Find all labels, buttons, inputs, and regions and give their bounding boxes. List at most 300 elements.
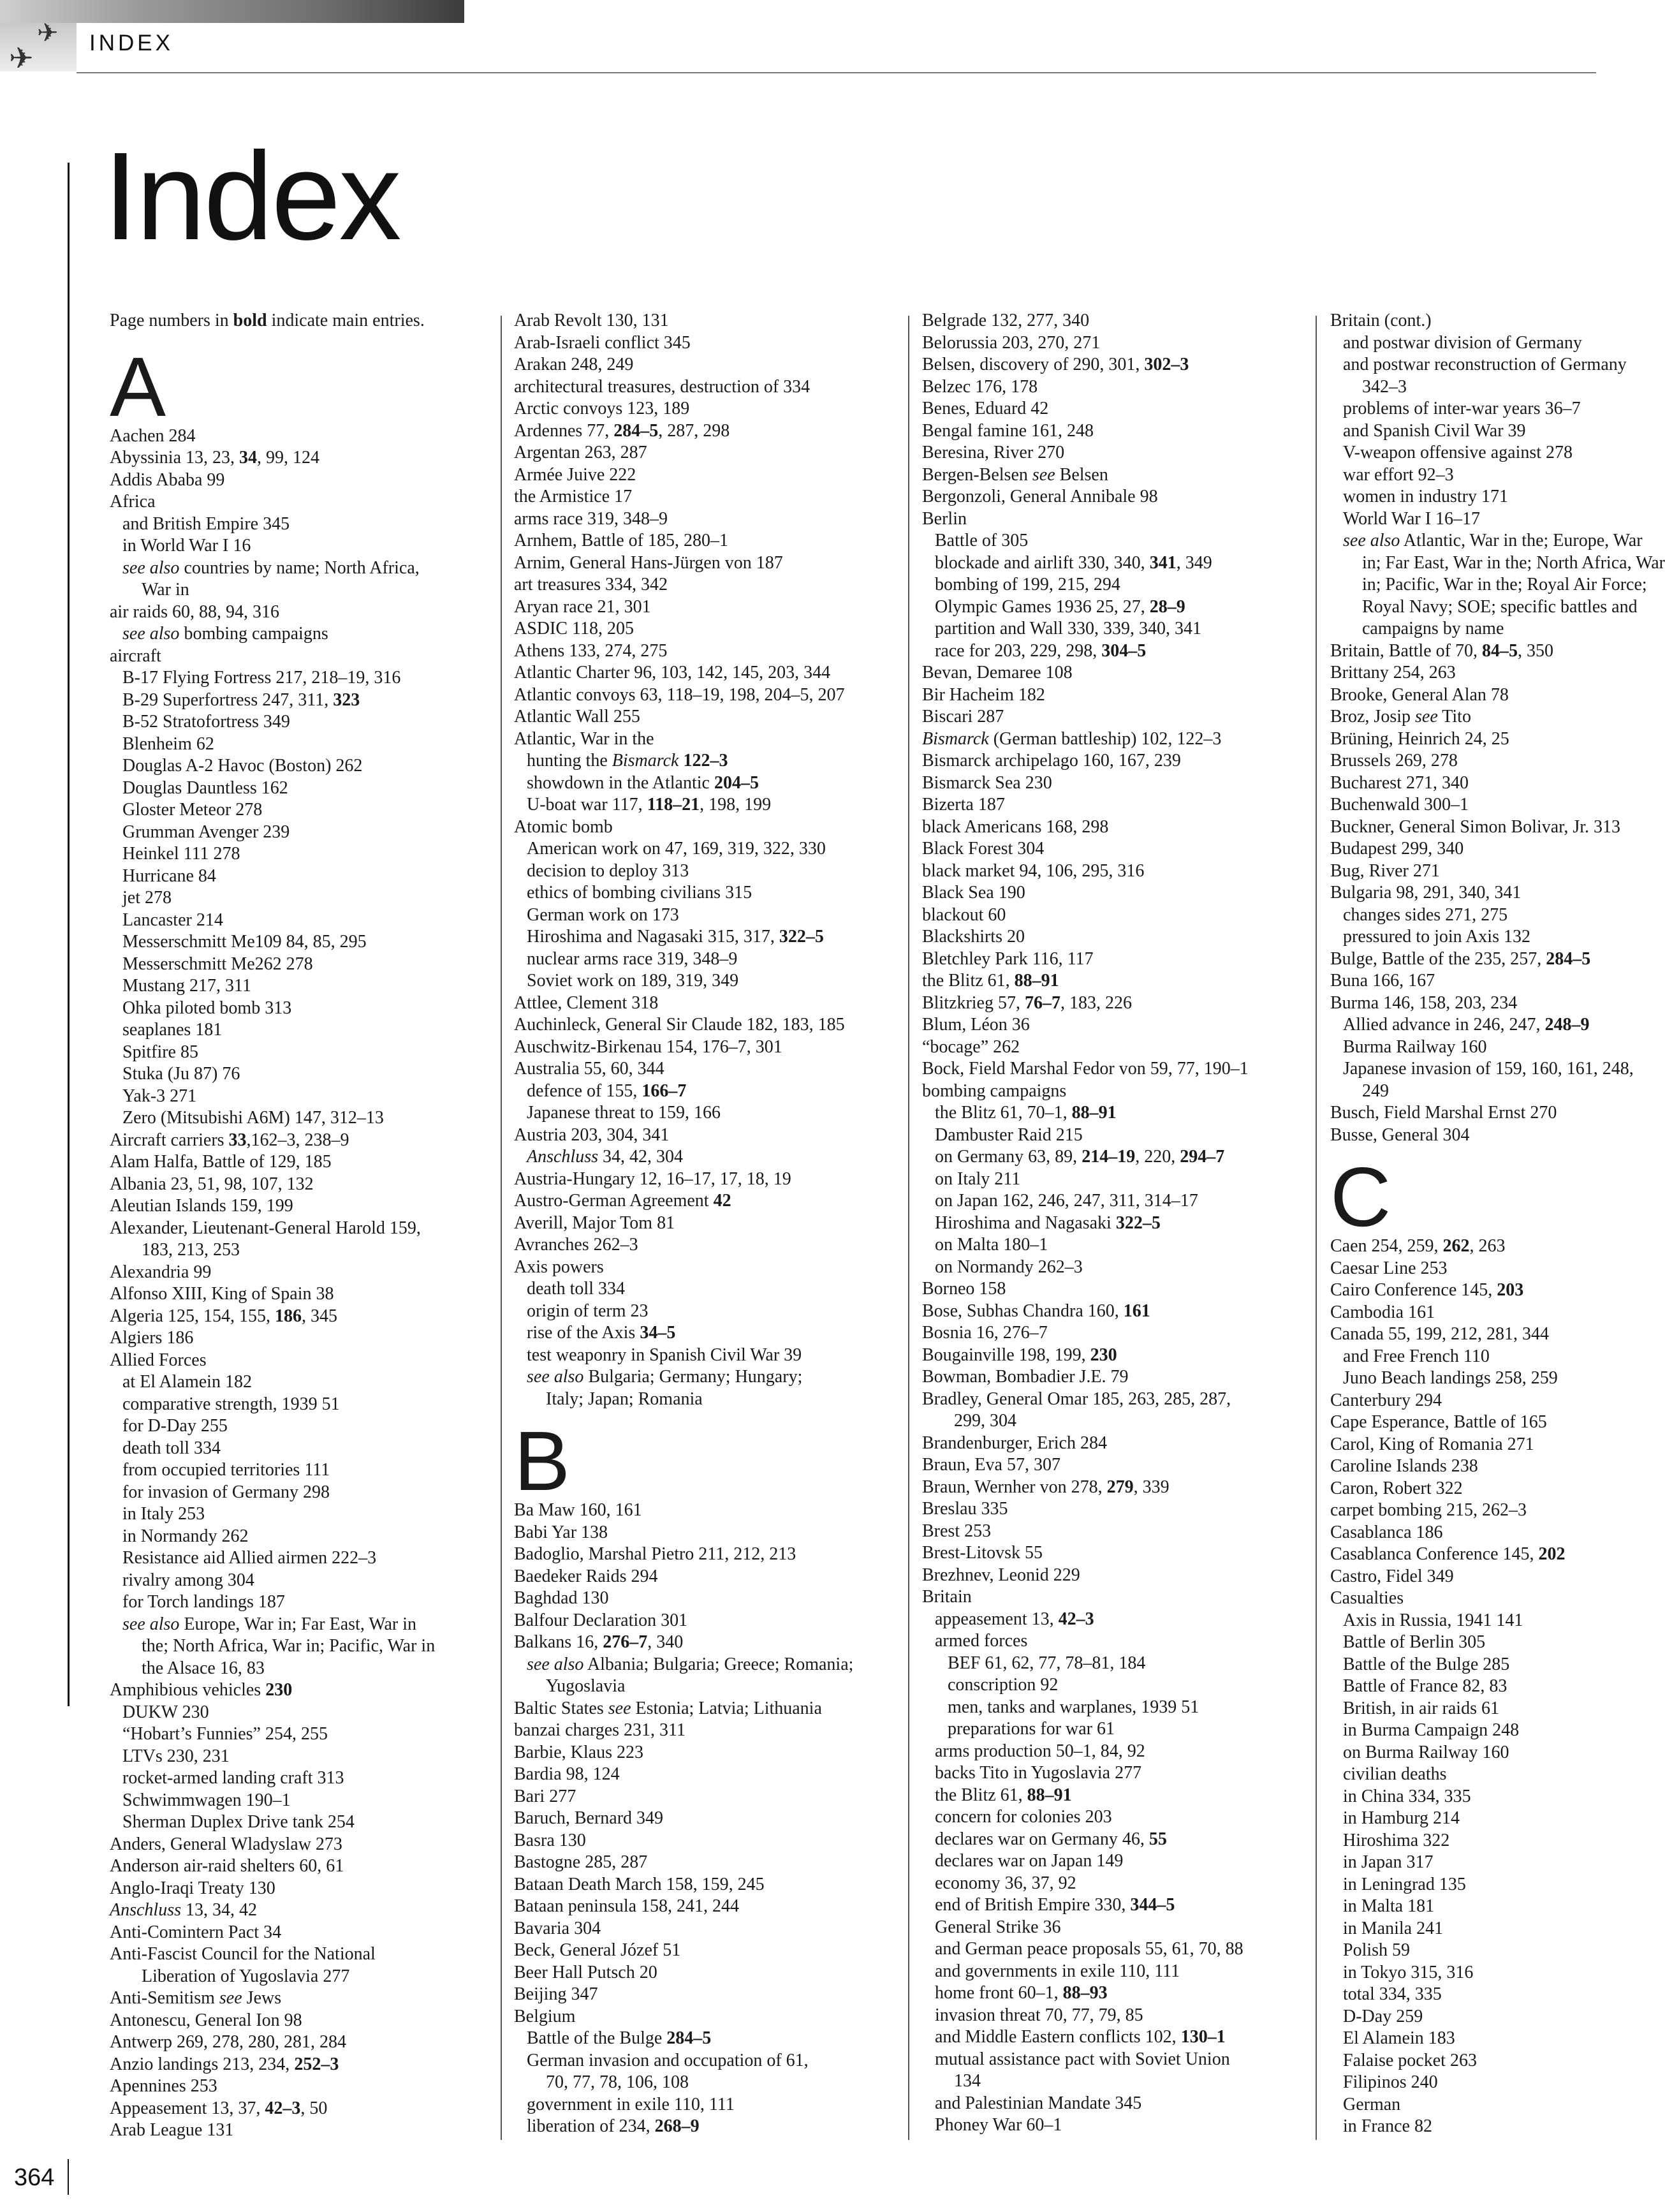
entry-text: in Manila 241 bbox=[1343, 1918, 1444, 1938]
index-entry bbox=[514, 442, 897, 464]
index-entry bbox=[514, 1896, 897, 1918]
entry-text: Bevan, Demaree 108 bbox=[922, 663, 1073, 682]
entry-text: Arnhem, Battle of 185, 280–1 bbox=[514, 531, 728, 550]
index-entry bbox=[922, 1630, 1305, 1653]
entry-text: the Blitz 61, bbox=[922, 971, 1015, 991]
index-entry bbox=[1330, 948, 1596, 971]
index-entry bbox=[514, 1234, 897, 1257]
index-entry bbox=[1330, 926, 1596, 948]
entry-text: 42–3 bbox=[265, 2098, 301, 2118]
entry-text: Ohka piloted bomb 313 bbox=[122, 998, 292, 1018]
entry-text: Grumman Avenger 239 bbox=[122, 822, 290, 842]
entry-text: the Blitz 61, bbox=[935, 1785, 1027, 1805]
entry-text: Bosnia 16, 276–7 bbox=[922, 1323, 1048, 1343]
entry-text: B-17 Flying Fortress 217, 218–19, 316 bbox=[122, 668, 401, 688]
entry-text: Atomic bomb bbox=[514, 816, 613, 837]
entry-text: Athens 133, 274, 275 bbox=[514, 640, 668, 661]
entry-text: Balkans 16, bbox=[514, 1632, 603, 1652]
index-entry bbox=[110, 1855, 486, 1878]
index-entry bbox=[1330, 1456, 1596, 1478]
index-entry bbox=[922, 310, 1305, 332]
entry-text: “bocage” 262 bbox=[922, 1036, 1020, 1057]
entry-text: Anderson air-raid shelters 60, 61 bbox=[110, 1856, 344, 1876]
entry-text: 28–9 bbox=[1149, 596, 1185, 617]
index-entry bbox=[110, 1151, 486, 1174]
entry-continuation: in; Far East, War in the; North Africa, War bbox=[1362, 552, 1665, 573]
index-entry bbox=[922, 464, 1305, 487]
index-entry bbox=[110, 1503, 486, 1526]
index-entry bbox=[922, 1124, 1305, 1147]
entry-text: in Normandy 262 bbox=[122, 1526, 249, 1546]
entry-text: 186 bbox=[274, 1306, 302, 1326]
index-entry bbox=[110, 975, 486, 998]
index-entry bbox=[922, 838, 1305, 860]
index-entry bbox=[514, 552, 897, 575]
entry-text: Baghdad 130 bbox=[514, 1588, 609, 1608]
entry-text: home front 60–1, bbox=[935, 1983, 1063, 2003]
index-column-1 bbox=[110, 310, 486, 2142]
entry-text: 166–7 bbox=[642, 1080, 687, 1101]
entry-text: see bbox=[1415, 707, 1438, 726]
entry-continuation: Italy; Japan; Romania bbox=[546, 1389, 703, 1409]
index-entry bbox=[110, 1746, 486, 1768]
index-entry bbox=[514, 728, 897, 751]
entry-text: Blum, Léon 36 bbox=[922, 1015, 1030, 1035]
index-entry bbox=[514, 1058, 897, 1080]
entry-text: Phoney War 60–1 bbox=[935, 2115, 1062, 2135]
entry-text: civilian deaths bbox=[1343, 1764, 1447, 1784]
entry-text: invasion threat 70, 77, 79, 85 bbox=[935, 2005, 1143, 2025]
entry-continuation: 299, 304 bbox=[954, 1411, 1016, 1431]
entry-text: 76–7 bbox=[1024, 992, 1060, 1013]
index-entry bbox=[514, 1808, 897, 1830]
entry-text: Bletchley Park 116, 117 bbox=[922, 948, 1094, 969]
index-entry bbox=[514, 882, 897, 904]
entry-text: Brittany 254, 263 bbox=[1330, 663, 1456, 682]
index-entry bbox=[514, 1544, 897, 1566]
entry-text: Brandenburger, Erich 284 bbox=[922, 1433, 1107, 1453]
index-entry bbox=[1330, 332, 1596, 355]
index-entry bbox=[110, 535, 486, 557]
entry-continuation: Liberation of Yugoslavia 277 bbox=[142, 1966, 350, 1986]
entry-text: Babi Yar 138 bbox=[514, 1522, 608, 1542]
index-entry bbox=[514, 1102, 897, 1124]
entry-text: Tito bbox=[1437, 707, 1471, 726]
index-entry bbox=[922, 816, 1305, 839]
entry-text: declares war on Germany 46, bbox=[935, 1829, 1149, 1849]
entry-text: Brest-Litovsk 55 bbox=[922, 1543, 1043, 1563]
entry-text: liberation of 234, bbox=[527, 2116, 655, 2136]
entry-text: in Hamburg 214 bbox=[1343, 1808, 1460, 1828]
index-entry bbox=[514, 1830, 897, 1852]
entry-text: , 50 bbox=[300, 2098, 328, 2118]
index-entry bbox=[110, 1327, 486, 1350]
index-entry bbox=[1330, 1588, 1596, 1610]
index-entry bbox=[922, 486, 1305, 508]
index-entry bbox=[110, 1570, 486, 1592]
aircraft-silhouette-icon: ✈ bbox=[37, 18, 59, 47]
index-entry bbox=[110, 469, 486, 492]
index-entry bbox=[1330, 772, 1596, 795]
entry-text: bombing campaigns bbox=[922, 1080, 1067, 1101]
index-entry bbox=[922, 640, 1305, 663]
entry-text: Braun, Wernher von 278, bbox=[922, 1477, 1107, 1497]
index-entry bbox=[922, 1257, 1305, 1279]
entry-text: Aachen 284 bbox=[110, 425, 196, 446]
index-entry bbox=[1330, 1058, 1634, 1102]
index-entry bbox=[1330, 530, 1665, 640]
index-entry bbox=[1330, 1742, 1596, 1764]
entry-text: 276–7 bbox=[603, 1632, 648, 1652]
entry-text: Bataan peninsula 158, 241, 244 bbox=[514, 1896, 740, 1916]
entry-text: , 345 bbox=[301, 1306, 337, 1326]
entry-text: the Armistice 17 bbox=[514, 487, 633, 506]
entry-text: Belorussia 203, 270, 271 bbox=[922, 332, 1101, 353]
entry-text: Bismarck bbox=[612, 751, 679, 771]
index-entry bbox=[110, 1019, 486, 1042]
entry-text: Anti-Semitism bbox=[110, 1988, 219, 2008]
entry-text: 214–19 bbox=[1082, 1147, 1136, 1167]
entry-text: Bataan Death March 158, 159, 245 bbox=[514, 1874, 765, 1894]
index-entry bbox=[514, 2116, 897, 2138]
entry-continuation: 249 bbox=[1362, 1080, 1389, 1101]
index-entry bbox=[514, 332, 897, 355]
entry-text: Polish 59 bbox=[1343, 1940, 1411, 1960]
entry-text: Argentan 263, 287 bbox=[514, 443, 647, 462]
entry-text: Spitfire 85 bbox=[122, 1042, 198, 1062]
entry-text: Ardennes 77, bbox=[514, 420, 614, 441]
index-entry bbox=[514, 486, 897, 508]
entry-text: backs Tito in Yugoslavia 277 bbox=[935, 1763, 1142, 1783]
entry-text: , 220, bbox=[1135, 1147, 1180, 1167]
entry-text: Allied Forces bbox=[110, 1350, 207, 1370]
index-entry bbox=[1330, 1610, 1596, 1632]
entry-continuation: Royal Navy; SOE; specific battles and bbox=[1362, 596, 1638, 617]
index-entry bbox=[1330, 2050, 1596, 2072]
entry-text: Douglas Dauntless 162 bbox=[122, 778, 288, 798]
index-entry bbox=[110, 1371, 486, 1394]
entry-text: Axis powers bbox=[514, 1257, 604, 1277]
index-entry bbox=[514, 1742, 897, 1764]
entry-text: Bowman, Bombadier J.E. 79 bbox=[922, 1367, 1129, 1387]
entry-text: , 349 bbox=[1176, 552, 1212, 573]
entry-text: Bismarck archipelago 160, 167, 239 bbox=[922, 751, 1181, 771]
entry-text: Canada 55, 199, 212, 281, 344 bbox=[1330, 1324, 1549, 1344]
index-entry bbox=[110, 645, 486, 668]
index-entry bbox=[1330, 1896, 1596, 1918]
index-entry bbox=[514, 1213, 897, 1235]
entry-text: Britain bbox=[922, 1587, 972, 1607]
entry-text: Burma 146, 158, 203, 234 bbox=[1330, 992, 1518, 1013]
index-entry bbox=[922, 1146, 1305, 1169]
entry-text: British, in air raids 61 bbox=[1343, 1698, 1499, 1718]
entry-text: Black Forest 304 bbox=[922, 839, 1045, 859]
index-entry bbox=[514, 1080, 897, 1103]
entry-text: D-Day 259 bbox=[1343, 2006, 1423, 2026]
index-entry bbox=[922, 1389, 1305, 1433]
index-entry bbox=[1330, 970, 1596, 992]
index-entry bbox=[922, 1609, 1305, 1631]
index-entry bbox=[1330, 1500, 1596, 1522]
entry-text: Arctic convoys 123, 189 bbox=[514, 399, 690, 418]
entry-text: Brezhnev, Leonid 229 bbox=[922, 1565, 1080, 1585]
index-entry bbox=[110, 910, 486, 932]
index-entry bbox=[110, 1702, 486, 1724]
section-letter: A bbox=[110, 339, 166, 434]
entry-text: Belgrade 132, 277, 340 bbox=[922, 311, 1090, 330]
index-entry bbox=[110, 2054, 486, 2076]
index-entry bbox=[1330, 1632, 1596, 1654]
entry-text: ,162–3, 238–9 bbox=[246, 1130, 349, 1150]
entry-text: 230 bbox=[1090, 1345, 1117, 1365]
index-entry bbox=[922, 2026, 1305, 2049]
index-entry bbox=[1330, 1124, 1596, 1147]
index-entry bbox=[110, 1306, 486, 1328]
entry-text: in Burma Campaign 248 bbox=[1343, 1720, 1520, 1740]
entry-text: V-weapon offensive against 278 bbox=[1343, 443, 1573, 462]
entry-text: Bismarck Sea 230 bbox=[922, 772, 1052, 793]
entry-continuation: 183, 213, 253 bbox=[142, 1240, 240, 1260]
folio-rule bbox=[68, 2159, 69, 2195]
entry-text: Anglo-Iraqi Treaty 130 bbox=[110, 1878, 275, 1898]
entry-text: Austria 203, 304, 341 bbox=[514, 1124, 670, 1145]
entry-text: art treasures 334, 342 bbox=[514, 575, 668, 594]
entry-text: Benes, Eduard 42 bbox=[922, 399, 1049, 418]
entry-text: test weaponry in Spanish Civil War 39 bbox=[527, 1345, 802, 1365]
entry-text: Castro, Fidel 349 bbox=[1330, 1566, 1454, 1586]
index-entry bbox=[110, 1790, 486, 1812]
entry-text: in Leningrad 135 bbox=[1343, 1874, 1466, 1894]
index-entry bbox=[922, 1366, 1305, 1389]
entry-text: jet 278 bbox=[122, 888, 172, 908]
index-entry bbox=[922, 1586, 1305, 1609]
entry-text: Japanese threat to 159, 166 bbox=[527, 1103, 721, 1123]
entry-continuation: in; Pacific, War in the; Royal Air Force; bbox=[1362, 575, 1647, 594]
index-entry bbox=[514, 1257, 897, 1279]
index-entry bbox=[110, 623, 486, 645]
index-entry bbox=[110, 1107, 486, 1130]
entry-text: Beijing 347 bbox=[514, 1984, 598, 2004]
index-entry bbox=[1330, 1390, 1596, 1412]
index-entry bbox=[1330, 1478, 1596, 1500]
entry-text: 294–7 bbox=[1180, 1147, 1225, 1167]
index-entry bbox=[514, 970, 897, 992]
entry-text: Atlantic Charter 96, 103, 142, 145, 203, 344 bbox=[514, 663, 831, 682]
index-entry bbox=[1330, 1324, 1596, 1346]
entry-continuation: Yugoslavia bbox=[546, 1676, 626, 1696]
entry-text: Burma Railway 160 bbox=[1343, 1036, 1487, 1057]
index-entry bbox=[922, 1829, 1305, 1851]
entry-text: 284–5 bbox=[666, 2028, 712, 2048]
entry-text: on Germany 63, 89, bbox=[935, 1147, 1082, 1167]
column-divider bbox=[1316, 316, 1317, 2140]
entry-text: blockade and airlift 330, 340, bbox=[935, 552, 1150, 573]
index-entry bbox=[514, 640, 897, 663]
entry-text: Brüning, Heinrich 24, 25 bbox=[1330, 728, 1509, 749]
index-entry bbox=[110, 1394, 486, 1416]
index-entry bbox=[514, 1764, 897, 1786]
entry-text: appeasement 13, bbox=[935, 1609, 1059, 1629]
entry-text: Antonescu, General Ion 98 bbox=[110, 2010, 302, 2030]
entry-text: Albania 23, 51, 98, 107, 132 bbox=[110, 1174, 314, 1194]
entry-text: Bose, Subhas Chandra 160, bbox=[922, 1301, 1124, 1321]
index-entry bbox=[922, 1234, 1305, 1257]
entry-text: Europe, War in; Far East, War in bbox=[179, 1614, 417, 1634]
index-entry bbox=[110, 491, 486, 513]
index-entry bbox=[110, 1262, 486, 1284]
index-entry bbox=[922, 1169, 1305, 1191]
entry-text: Yak-3 271 bbox=[122, 1086, 197, 1106]
index-entry bbox=[514, 1322, 897, 1345]
entry-text: Algeria 125, 154, 155, bbox=[110, 1306, 275, 1326]
entry-text: see bbox=[1032, 464, 1055, 485]
entry-text: , 350 bbox=[1517, 640, 1553, 661]
index-entry bbox=[1330, 420, 1596, 443]
index-entry bbox=[922, 2005, 1305, 2027]
index-entry bbox=[110, 667, 486, 689]
index-entry bbox=[514, 2050, 897, 2094]
index-entry bbox=[922, 442, 1305, 464]
index-entry bbox=[1330, 1522, 1596, 1544]
entry-text: Brussels 269, 278 bbox=[1330, 751, 1458, 771]
index-entry bbox=[922, 1917, 1305, 1939]
index-entry bbox=[1330, 1830, 1596, 1852]
entry-continuation: War in bbox=[142, 580, 189, 600]
index-entry bbox=[922, 1806, 1305, 1829]
entry-text: Belzec 176, 178 bbox=[922, 376, 1038, 397]
entry-text: Anschluss bbox=[527, 1147, 598, 1167]
entry-text: see bbox=[608, 1698, 631, 1718]
entry-text: bold bbox=[233, 311, 267, 330]
index-entry bbox=[1330, 1764, 1596, 1786]
entry-text: arms production 50–1, 84, 92 bbox=[935, 1741, 1145, 1761]
index-entry bbox=[110, 2031, 486, 2054]
index-entry bbox=[110, 447, 486, 469]
entry-text: Arakan 248, 249 bbox=[514, 355, 634, 374]
entry-text: German work on 173 bbox=[527, 904, 679, 925]
entry-text: Bergen-Belsen bbox=[922, 464, 1032, 485]
entry-text: blackout 60 bbox=[922, 904, 1006, 925]
section-label: INDEX bbox=[89, 31, 173, 55]
entry-text: 262 bbox=[1442, 1236, 1470, 1256]
entry-text: Bavaria 304 bbox=[514, 1918, 601, 1938]
entry-text: 341 bbox=[1149, 552, 1177, 573]
entry-text: Battle of Berlin 305 bbox=[1343, 1632, 1486, 1652]
entry-text: Stuka (Ju 87) 76 bbox=[122, 1064, 240, 1084]
entry-text: Atlantic, War in the bbox=[514, 728, 654, 749]
index-entry bbox=[110, 2098, 486, 2120]
entry-text: Buna 166, 167 bbox=[1330, 971, 1435, 991]
entry-text: in World War I 16 bbox=[122, 536, 251, 556]
index-entry bbox=[1330, 1918, 1596, 1940]
entry-text: 344–5 bbox=[1130, 1895, 1175, 1915]
entry-text: Alexander, Lieutenant-General Harold 159, bbox=[110, 1218, 421, 1238]
index-entry bbox=[514, 1190, 897, 1213]
entry-text: Mustang 217, 311 bbox=[122, 976, 251, 996]
entry-text: Braun, Eva 57, 307 bbox=[922, 1455, 1060, 1475]
index-entry bbox=[514, 420, 897, 443]
index-entry bbox=[110, 1350, 486, 1372]
entry-text: economy 36, 37, 92 bbox=[935, 1873, 1076, 1893]
entry-text: partition and Wall 330, 339, 340, 341 bbox=[935, 619, 1201, 638]
index-entry bbox=[110, 1482, 486, 1504]
entry-text: see also bbox=[122, 1614, 180, 1634]
entry-text: Brooke, General Alan 78 bbox=[1330, 684, 1509, 705]
entry-text: air raids 60, 88, 94, 316 bbox=[110, 601, 279, 622]
index-entry bbox=[922, 1741, 1305, 1763]
index-entry bbox=[922, 772, 1305, 795]
entry-text: Bulgaria; Germany; Hungary; bbox=[583, 1367, 803, 1387]
entry-text: Blitzkrieg 57, bbox=[922, 992, 1025, 1013]
index-entry bbox=[110, 2010, 486, 2032]
index-entry bbox=[514, 464, 897, 487]
entry-text: in China 334, 335 bbox=[1343, 1786, 1471, 1806]
entry-text: Bir Hacheim 182 bbox=[922, 684, 1045, 705]
entry-text: Battle of 305 bbox=[935, 531, 1029, 550]
index-entry bbox=[922, 706, 1305, 728]
index-entry bbox=[514, 1278, 897, 1301]
index-entry bbox=[922, 1961, 1305, 1983]
entry-text: Falaise pocket 263 bbox=[1343, 2050, 1477, 2070]
index-entry bbox=[922, 1850, 1305, 1873]
entry-text: and German peace proposals 55, 61, 70, 88 bbox=[935, 1939, 1243, 1959]
index-entry bbox=[514, 1566, 897, 1588]
entry-text: Borneo 158 bbox=[922, 1279, 1006, 1299]
index-entry bbox=[514, 1786, 897, 1808]
index-entry bbox=[922, 1565, 1305, 1587]
entry-text: Broz, Josip bbox=[1330, 707, 1415, 726]
entry-text: decision to deploy 313 bbox=[527, 860, 689, 881]
entry-text: Page numbers in bbox=[110, 311, 233, 330]
index-entry bbox=[514, 816, 897, 839]
entry-text: Appeasement 13, 37, bbox=[110, 2098, 265, 2118]
entry-text: showdown in the Atlantic bbox=[527, 772, 714, 793]
entry-text: rivalry among 304 bbox=[122, 1570, 254, 1590]
entry-text: 279 bbox=[1106, 1477, 1134, 1497]
entry-text: 322–5 bbox=[779, 927, 824, 947]
index-entry bbox=[922, 1058, 1305, 1080]
index-entry bbox=[1330, 706, 1596, 728]
entry-text: changes sides 271, 275 bbox=[1343, 904, 1508, 925]
index-entry bbox=[1330, 838, 1596, 860]
index-entry bbox=[922, 618, 1305, 640]
section-letter: B bbox=[514, 1414, 571, 1508]
entry-text: at El Alamein 182 bbox=[122, 1372, 252, 1392]
entry-text: Casualties bbox=[1330, 1588, 1404, 1608]
index-entry bbox=[514, 310, 897, 332]
entry-text: Dambuster Raid 215 bbox=[935, 1124, 1083, 1145]
index-entry bbox=[514, 750, 897, 772]
index-entry bbox=[514, 596, 897, 619]
entry-text: carpet bombing 215, 262–3 bbox=[1330, 1500, 1527, 1520]
entry-text: Hiroshima and Nagasaki bbox=[935, 1213, 1116, 1233]
entry-text: from occupied territories 111 bbox=[122, 1460, 330, 1480]
entry-text: Filipinos 240 bbox=[1343, 2072, 1438, 2092]
entry-text: 252–3 bbox=[294, 2054, 339, 2074]
index-entry bbox=[110, 1811, 486, 1834]
index-entry bbox=[1330, 1279, 1596, 1302]
entry-text: pressured to join Axis 132 bbox=[1343, 927, 1530, 947]
index-entry bbox=[1330, 662, 1596, 684]
entry-text: Schwimmwagen 190–1 bbox=[122, 1790, 291, 1810]
entry-text: German bbox=[1343, 2094, 1401, 2114]
entry-text: Abyssinia 13, 23, bbox=[110, 448, 239, 468]
entry-text: Anders, General Wladyslaw 273 bbox=[110, 1834, 342, 1854]
entry-text: Heinkel 111 278 bbox=[122, 844, 240, 864]
entry-text: government in exile 110, 111 bbox=[527, 2094, 735, 2114]
index-entry bbox=[110, 1723, 486, 1746]
index-entry bbox=[922, 1080, 1305, 1103]
